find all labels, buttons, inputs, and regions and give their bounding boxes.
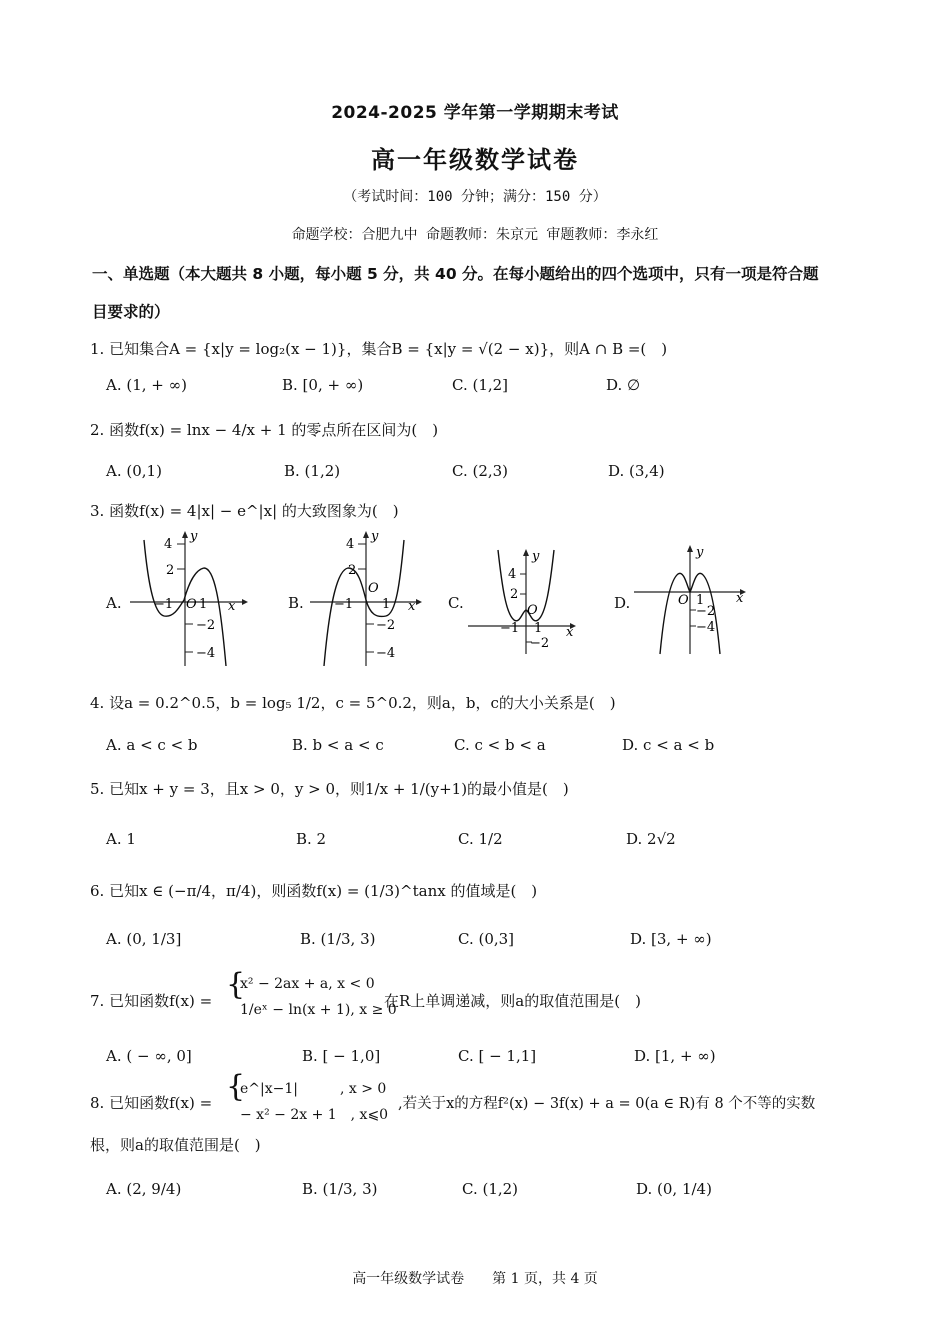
graph-c-tick-2: 2 — [510, 587, 519, 602]
question-8-stem-cont: ,若关于x的方程f²(x) − 3f(x) + a = 0(a ∈ R)有 8 个不等的实数 — [398, 1096, 816, 1112]
q1-option-c[interactable]: C. (1,2] — [452, 376, 509, 394]
q2-option-d[interactable]: D. (3,4) — [608, 462, 665, 480]
q7-option-c[interactable]: C. [ − 1,1] — [458, 1047, 537, 1065]
page-footer: 高一年级数学试卷 第 1 页，共 4 页 — [352, 1271, 598, 1287]
q2-option-a[interactable]: A. (0,1) — [106, 462, 162, 480]
graph-b-tick-neg4: −4 — [376, 646, 396, 661]
graph-c-tick-neg1: −1 — [500, 621, 520, 636]
graph-d-x-label: x — [736, 591, 744, 606]
graph-a-y-label: y — [190, 529, 198, 544]
graph-a-x-label: x — [228, 599, 236, 614]
q8-option-c[interactable]: C. (1,2) — [462, 1180, 519, 1198]
question-2-stem: 2. 函数f(x) = lnx − 4/x + 1 的零点所在区间为( ) — [90, 421, 439, 439]
q5-option-d[interactable]: D. 2√2 — [626, 830, 676, 848]
section-heading-cont: 目要求的） — [92, 303, 170, 321]
q8-option-b[interactable]: B. (1/3, 3) — [302, 1180, 378, 1198]
q5-option-b[interactable]: B. 2 — [296, 830, 327, 848]
graph-c-origin: O — [527, 603, 538, 618]
q3-graph-a — [124, 528, 249, 670]
q7-case-2: 1/eˣ − ln(x + 1), x ≥ 0 — [240, 1002, 397, 1018]
graph-c-tick-1: 1 — [534, 621, 543, 636]
graph-d-tick-neg2: −2 — [696, 604, 716, 619]
graph-b-tick-1: 1 — [382, 597, 391, 612]
q7-option-d[interactable]: D. [1, + ∞) — [634, 1047, 716, 1065]
q3-graph-c — [464, 546, 584, 658]
q8-case-1: e^|x−1| , x > 0 — [240, 1081, 387, 1097]
exam-info: （考试时间：100 分钟；满分：150 分） — [343, 189, 607, 205]
question-7-stem: 7. 已知函数f(x) = — [90, 992, 213, 1010]
q3-option-d[interactable]: D. — [614, 594, 631, 612]
graph-b-tick-neg2: −2 — [376, 618, 396, 633]
q1-option-a[interactable]: A. (1, + ∞) — [106, 376, 187, 394]
graph-b-tick-neg1: −1 — [334, 597, 354, 612]
question-4-stem: 4. 设a = 0.2^0.5，b = log₅ 1/2，c = 5^0.2，则a，b，c的大小关系是( ) — [90, 694, 616, 712]
q6-option-b[interactable]: B. (1/3, 3) — [300, 930, 376, 948]
graph-d-tick-1: 1 — [696, 593, 705, 608]
q6-option-a[interactable]: A. (0, 1/3] — [106, 930, 182, 948]
graph-c-x-label: x — [566, 625, 574, 640]
graph-a-origin: O — [186, 597, 197, 612]
graph-b-tick-4: 4 — [346, 537, 355, 552]
q3-graph-b — [304, 528, 429, 670]
q7-option-b[interactable]: B. [ − 1,0] — [302, 1047, 381, 1065]
q7-brace: { — [226, 967, 246, 1002]
q2-option-c[interactable]: C. (2,3) — [452, 462, 509, 480]
q6-option-c[interactable]: C. (0,3] — [458, 930, 515, 948]
graph-a-tick-neg4: −4 — [196, 646, 216, 661]
question-3-stem: 3. 函数f(x) = 4|x| − e^|x| 的大致图象为( ) — [90, 502, 399, 520]
q5-option-c[interactable]: C. 1/2 — [458, 830, 503, 848]
exam-title: 2024-2025 学年第一学期期末考试 — [331, 103, 619, 123]
q8-option-a[interactable]: A. (2, 9/4) — [106, 1180, 182, 1198]
question-7-stem-cont: 在R上单调递减，则a的取值范围是( ) — [384, 992, 641, 1010]
graph-b-origin: O — [368, 581, 379, 596]
q3-option-b[interactable]: B. — [288, 594, 304, 612]
question-1-stem: 1. 已知集合A = {x|y = log₂(x − 1)}，集合B = {x|y = √(2 − x)}，则A ∩ B =( ) — [90, 340, 668, 358]
graph-b-x-label: x — [408, 599, 416, 614]
section-heading: 一、单选题（本大题共 8 小题，每小题 5 分，共 40 分。在每小题给出的四个选项中，只有一项是符合题 — [92, 265, 819, 283]
q5-option-a[interactable]: A. 1 — [106, 830, 136, 848]
graph-c-y-label: y — [532, 549, 540, 564]
graph-d-origin: O — [678, 593, 689, 608]
q3-option-a[interactable]: A. — [106, 594, 122, 612]
graph-c-tick-neg2: −2 — [530, 636, 550, 651]
q8-brace: { — [226, 1069, 246, 1104]
q8-option-d[interactable]: D. (0, 1/4) — [636, 1180, 712, 1198]
graph-a-tick-2: 2 — [166, 563, 175, 578]
q7-case-1: x² − 2ax + a, x < 0 — [240, 976, 375, 992]
q6-option-d[interactable]: D. [3, + ∞) — [630, 930, 712, 948]
q1-option-d[interactable]: D. ∅ — [606, 376, 641, 394]
graph-a-tick-4: 4 — [164, 537, 173, 552]
q4-option-a[interactable]: A. a < c < b — [106, 736, 198, 754]
question-6-stem: 6. 已知x ∈ (−π/4，π/4)，则函数f(x) = (1/3)^tanx 的值域是( ) — [90, 882, 538, 900]
question-8-stem: 8. 已知函数f(x) = — [90, 1094, 213, 1112]
graph-d-y-label: y — [696, 545, 704, 560]
authors-line: 命题学校：合肥九中 命题教师：朱京元 审题教师：李永红 — [291, 227, 659, 243]
q3-option-c[interactable]: C. — [448, 594, 464, 612]
q4-option-d[interactable]: D. c < a < b — [622, 736, 715, 754]
graph-b-y-label: y — [371, 529, 379, 544]
graph-d-tick-neg4: −4 — [696, 620, 716, 635]
graph-a-tick-1: 1 — [199, 597, 208, 612]
q1-option-b[interactable]: B. [0, + ∞) — [282, 376, 364, 394]
paper-title: 高一年级数学试卷 — [371, 146, 579, 174]
graph-a-tick-neg2: −2 — [196, 618, 216, 633]
q3-graph-d — [630, 542, 755, 660]
q2-option-b[interactable]: B. (1,2) — [284, 462, 341, 480]
q4-option-c[interactable]: C. c < b < a — [454, 736, 546, 754]
graph-c-tick-4: 4 — [508, 567, 517, 582]
question-8-stem-line2: 根，则a的取值范围是( ) — [90, 1136, 261, 1154]
question-5-stem: 5. 已知x + y = 3，且x > 0，y > 0，则1/x + 1/(y+1)的最小值是( ) — [90, 780, 569, 798]
q8-case-2: − x² − 2x + 1 , x⩽0 — [240, 1107, 389, 1123]
graph-b-tick-2: 2 — [348, 563, 357, 578]
graph-a-tick-neg1: −1 — [154, 597, 174, 612]
q7-option-a[interactable]: A. ( − ∞, 0] — [106, 1047, 192, 1065]
q4-option-b[interactable]: B. b < a < c — [292, 736, 384, 754]
